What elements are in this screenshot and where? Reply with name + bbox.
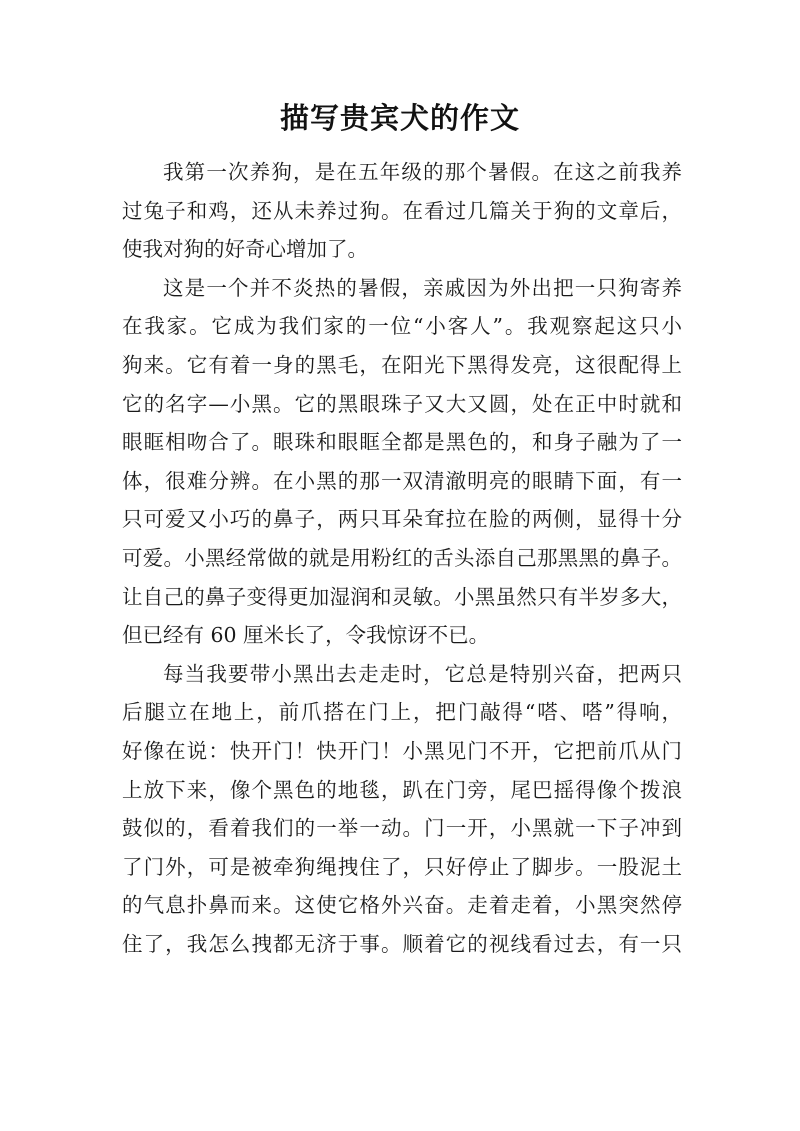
paragraph-2-line-1: 这是一个并不炎热的暑假，亲戚因为外出把一只狗寄养: [163, 275, 682, 300]
paragraph-1-line-1: 我第一次养狗，是在五年级的那个暑假。在这之前我养: [163, 160, 682, 184]
paragraph-2-line-4: 它的名字—小黑。它的黑眼珠子又大又圆，处在正中时就和: [122, 391, 682, 416]
document-title: 描写贵宾犬的作文: [279, 101, 520, 135]
paragraph-3-line-6: 了门外，可是被牵狗绳拽住了，只好停止了脚步。一股泥土: [122, 854, 682, 879]
paragraph-2-line-8: 可爱。小黑经常做的就是用粉红的舌头添自己那黑黑的鼻子。: [122, 545, 682, 570]
paragraph-1-line-2: 过兔子和鸡，还从未养过狗。在看过几篇关于狗的文章后，: [122, 198, 682, 223]
paragraph-3-line-8: 住了，我怎么拽都无济于事。顺着它的视线看过去，有一只: [122, 931, 682, 956]
paragraph-2-line-2: 在我家。它成为我们家的一位“小客人”。我观察起这只小: [122, 314, 682, 339]
paragraph-3-line-7: 的气息扑鼻而来。这使它格外兴奋。走着走着，小黑突然停: [122, 893, 682, 918]
paragraph-3-line-3: 好像在说：快开门！快开门！小黑见门不开，它把前爪从门: [122, 738, 682, 763]
paragraph-1-line-3: 使我对狗的好奇心增加了。: [122, 237, 368, 262]
paragraph-3-line-1: 每当我要带小黑出去走走时，它总是特别兴奋，把两只: [163, 661, 682, 686]
document-body: [122, 153, 682, 963]
paragraph-2-line-6: 体，很难分辨。在小黑的那一双清澈明亮的眼睛下面，有一: [122, 468, 682, 493]
paragraph-2-line-7: 只可爱又小巧的鼻子，两只耳朵耷拉在脸的两侧，显得十分: [122, 507, 682, 532]
paragraph-3-line-5: 鼓似的，看着我们的一举一动。门一开，小黑就一下子冲到: [122, 816, 682, 841]
paragraph-3-line-4: 上放下来，像个黑色的地毯，趴在门旁，尾巴摇得像个拨浪: [122, 777, 682, 802]
paragraph-3-line-2: 后腿立在地上，前爪搭在门上，把门敲得“嗒、嗒”得响，: [122, 700, 682, 725]
paragraph-2-line-10: 但已经有 60 厘米长了，令我惊讶不已。: [122, 623, 490, 648]
paragraph-2-line-5: 眼眶相吻合了。眼珠和眼眶全都是黑色的，和身子融为了一: [122, 430, 682, 455]
paragraph-2-line-9: 让自己的鼻子变得更加湿润和灵敏。小黑虽然只有半岁多大，: [122, 584, 682, 609]
paragraph-2-line-3: 狗来。它有着一身的黑毛，在阳光下黑得发亮，这很配得上: [122, 352, 682, 377]
